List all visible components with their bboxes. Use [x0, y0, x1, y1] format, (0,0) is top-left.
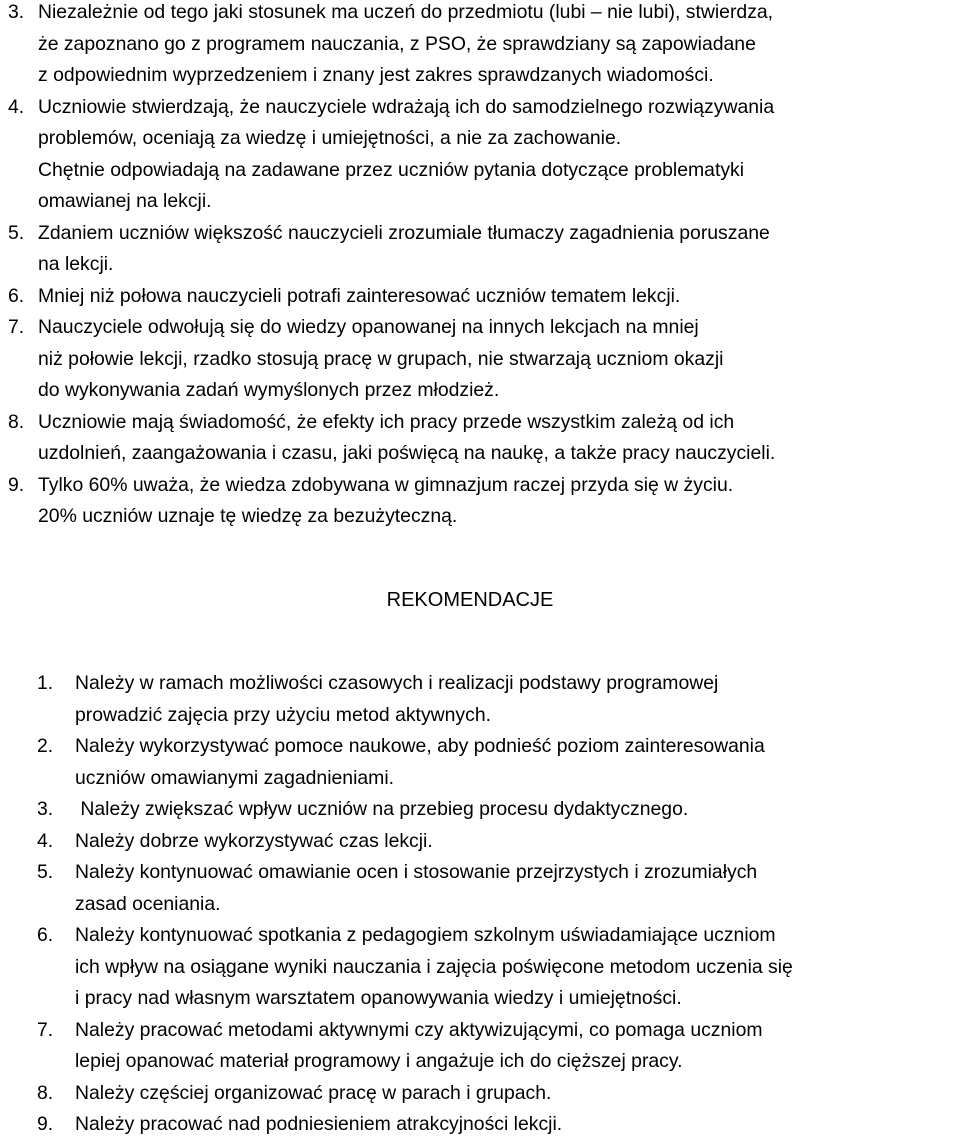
recommendation-number: 5.: [37, 861, 54, 883]
recommendation-text: [75, 857, 957, 920]
finding-text: [38, 0, 953, 92]
finding-item-4: [8, 92, 953, 218]
recommendation-text: [75, 731, 957, 794]
text-line: Należy częściej organizować pracę w parach i grupach.: [75, 1081, 552, 1104]
recommendation-text: [75, 826, 957, 858]
finding-text: [38, 312, 953, 407]
finding-item-8: [8, 407, 953, 470]
recommendation-item-2: [37, 731, 957, 794]
text-line: że zapoznano go z programem nauczania, z PSO, że sprawdziany są zapowiadane: [38, 32, 756, 55]
recommendation-number: 3.: [37, 798, 54, 820]
finding-text: [38, 218, 953, 281]
text-line: do wykonywania zadań wymyślonych przez młodzież.: [38, 379, 500, 401]
text-line: Uczniowie stwierdzają, że nauczyciele wdrażają ich do samodzielnego rozwiązywania: [38, 95, 775, 118]
recommendation-text: [75, 1109, 957, 1141]
recommendation-number: 6.: [37, 924, 54, 946]
text-line: 20% uczniów uznaje tę wiedzę za bezużyteczną.: [38, 505, 458, 527]
text-line: uczniów omawianymi zagadnieniami.: [75, 766, 395, 789]
text-line: Należy pracować nad podniesieniem atrakcyjności lekcji.: [75, 1113, 563, 1135]
recommendation-item-3: [37, 794, 957, 826]
text-line: Uczniowie mają świadomość, że efekty ich pracy przede wszystkim zależą od ich: [38, 410, 735, 433]
finding-number: 4.: [8, 95, 25, 118]
finding-number: 7.: [8, 316, 25, 338]
recommendation-text: [75, 668, 957, 731]
recommendation-item-6: [37, 920, 957, 1015]
recommendation-text: [75, 1015, 957, 1078]
recommendation-item-5: [37, 857, 957, 920]
recommendation-text: [75, 920, 957, 1015]
text-line: ich wpływ na osiągane wyniki nauczania i zajęcia poświęcone metodom uczenia się: [75, 955, 793, 978]
recommendation-number: 2.: [37, 735, 54, 757]
finding-text: [38, 470, 953, 533]
text-line: omawianej na lekcji.: [38, 190, 212, 212]
finding-item-9: [8, 470, 953, 533]
recommendation-text: [75, 1078, 957, 1110]
text-line: z odpowiednim wyprzedzeniem i znany jest zakres sprawdzanych wiadomości.: [38, 64, 714, 86]
text-line: lepiej opanować materiał programowy i angażuje ich do cięższej pracy.: [75, 1050, 683, 1072]
finding-item-6: [8, 281, 953, 313]
text-line: Niezależnie od tego jaki stosunek ma uczeń do przedmiotu (lubi – nie lubi), stwierdza,: [38, 1, 774, 23]
finding-number: 9.: [8, 473, 25, 496]
text-line: Należy kontynuować omawianie ocen i stosowanie przejrzystych i zrozumiałych: [75, 861, 758, 883]
text-line: na lekcji.: [38, 253, 114, 275]
recommendation-number: 1.: [37, 672, 54, 694]
recommendation-number: 4.: [37, 829, 54, 852]
finding-number: 8.: [8, 410, 25, 433]
finding-number: 3.: [8, 1, 25, 23]
recommendation-text: [75, 794, 957, 826]
text-line: uzdolnień, zaangażowania i czasu, jaki poświęcą na naukę, a także pracy nauczycieli.: [38, 442, 776, 464]
finding-item-7: [8, 312, 953, 407]
recommendation-number: 9.: [37, 1113, 54, 1135]
text-line: Tylko 60% uważa, że wiedza zdobywana w gimnazjum raczej przyda się w życiu.: [38, 473, 734, 496]
text-line: Nauczyciele odwołują się do wiedzy opanowanej na innych lekcjach na mniej: [38, 316, 699, 338]
finding-item-3: [8, 0, 953, 92]
text-line: Należy pracować metodami aktywnymi czy aktywizującymi, co pomaga uczniom: [75, 1018, 763, 1041]
recommendation-number: 8.: [37, 1081, 54, 1104]
text-line: Należy zwiększać wpływ uczniów na przebieg procesu dydaktycznego.: [75, 798, 689, 820]
recommendation-item-4: [37, 826, 957, 858]
recommendation-item-7: [37, 1015, 957, 1078]
recommendation-item-9: [37, 1109, 957, 1141]
section-heading: REKOMENDACJE: [386, 589, 554, 611]
finding-number: 6.: [8, 284, 25, 307]
text-line: Chętnie odpowiadają na zadawane przez uczniów pytania dotyczące problematyki: [38, 158, 745, 181]
text-line: zasad oceniania.: [75, 892, 221, 915]
finding-item-5: [8, 218, 953, 281]
text-line: i pracy nad własnym warsztatem opanowywania wiedzy i umiejętności.: [75, 987, 682, 1009]
finding-text: [38, 92, 953, 218]
recommendation-item-8: [37, 1078, 957, 1110]
text-line: niż połowie lekcji, rzadko stosują pracę w grupach, nie stwarzają uczniom okazji: [38, 347, 724, 370]
finding-text: [38, 281, 953, 313]
text-line: problemów, oceniają za wiedzę i umiejętności, a nie za zachowanie.: [38, 127, 622, 149]
text-line: Zdaniem uczniów większość nauczycieli zrozumiale tłumaczy zagadnienia poruszane: [38, 221, 770, 244]
recommendation-item-1: [37, 668, 957, 731]
text-line: prowadzić zajęcia przy użyciu metod aktywnych.: [75, 703, 491, 726]
recommendation-number: 7.: [37, 1018, 54, 1041]
text-line: Należy dobrze wykorzystywać czas lekcji.: [75, 829, 433, 852]
finding-number: 5.: [8, 221, 25, 244]
findings-list: [8, 0, 953, 533]
text-line: Należy wykorzystywać pomoce naukowe, aby podnieść poziom zainteresowania: [75, 735, 765, 757]
text-line: Należy w ramach możliwości czasowych i realizacji podstawy programowej: [75, 672, 719, 694]
text-line: Należy kontynuować spotkania z pedagogiem szkolnym uświadamiające uczniom: [75, 924, 776, 946]
text-line: Mniej niż połowa nauczycieli potrafi zainteresować uczniów tematem lekcji.: [38, 284, 681, 307]
recommendations-list: [37, 668, 957, 1141]
finding-text: [38, 407, 953, 470]
